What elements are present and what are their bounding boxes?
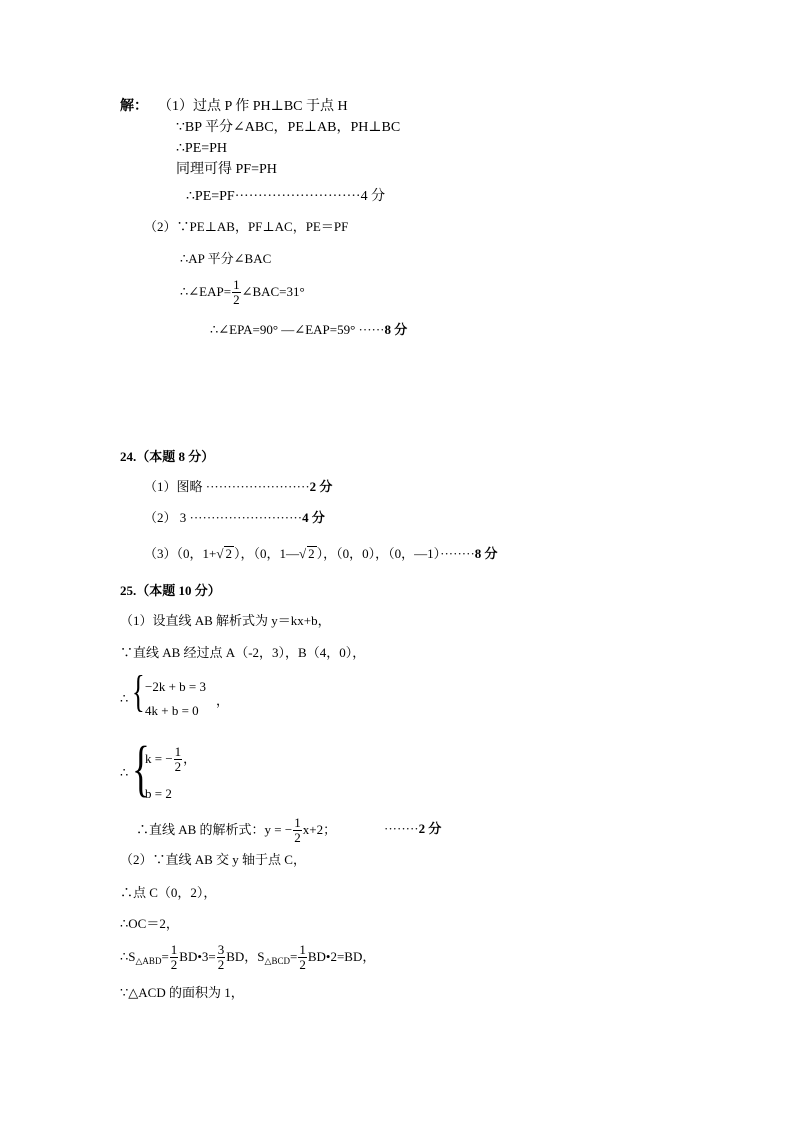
q25-line5: ∴点 C（0，2）， bbox=[120, 885, 217, 900]
q24-line2-text: （2） 3 ·························· bbox=[144, 510, 303, 525]
q25-line1: （1）设直线 AB 解析式为 y＝kx+b， bbox=[120, 613, 331, 628]
part1-line3: ∴PE=PH bbox=[176, 141, 228, 156]
system2-eq2: b = 2 bbox=[145, 786, 172, 801]
score-value: 2 分 bbox=[418, 821, 442, 836]
sqrt-symbol: √ bbox=[299, 546, 307, 561]
system1-eq1: −2k + b = 3 bbox=[145, 679, 206, 694]
fraction-1: $\frac{1}{2}$ bbox=[170, 942, 178, 973]
part2-score: 8 分 bbox=[384, 322, 408, 337]
part1-line5: ∴PE=PF···························4 分 bbox=[186, 189, 386, 204]
area-s: ∴S bbox=[120, 948, 136, 964]
fraction-3: $\frac{1}{2}$ bbox=[299, 942, 306, 973]
fraction-2: $\frac{3}{2}$ bbox=[217, 942, 225, 973]
solution-label: 解： bbox=[120, 99, 148, 114]
therefore-symbol: ∴ bbox=[120, 691, 129, 706]
q24-line1 bbox=[144, 480, 332, 493]
q25-line2: ∵直线 AB 经过点 A（-2，3），B（4，0）， bbox=[120, 645, 366, 660]
q25-line8: ∵△ACD 的面积为 1， bbox=[120, 985, 244, 1000]
part2-line1: （2）∵PE⊥AB，PF⊥AC，PE＝PF bbox=[144, 219, 349, 234]
radicand-2: 2 bbox=[308, 546, 315, 561]
equals: = bbox=[161, 948, 169, 964]
half-fraction: $\frac{1}{2}$ bbox=[233, 277, 240, 308]
part2-line3-text-b: ∠BAC=31° bbox=[241, 283, 305, 299]
system1-eq2: 4k + b = 0 bbox=[145, 703, 199, 718]
q25-line6: ∴OC＝2， bbox=[120, 916, 179, 931]
left-brace: { bbox=[132, 667, 145, 716]
part2-line3-text-a: ∴∠EAP= bbox=[180, 283, 232, 299]
q24-line3-text-b: ），（0，1— bbox=[233, 546, 299, 561]
part2-line3 bbox=[180, 278, 305, 308]
q24-line2 bbox=[144, 511, 325, 524]
area-sub-bcd: △BCD bbox=[264, 955, 290, 966]
q25-line4: （2）∵直线 AB 交 y 轴于点 C， bbox=[120, 852, 306, 867]
system2-comma: ， bbox=[183, 750, 197, 766]
q24-line3-score: 8 分 bbox=[474, 546, 498, 561]
score-dots: ········ bbox=[384, 821, 419, 836]
part1-line1: （1）过点 P 作 PH⊥BC 于点 H bbox=[158, 99, 348, 114]
equals: = bbox=[289, 948, 298, 964]
system2-eq1 bbox=[145, 745, 196, 775]
text-c: BD•3= bbox=[179, 948, 216, 964]
q25-title: 25.（本题 10 分） bbox=[120, 583, 221, 598]
part2-line4 bbox=[210, 323, 407, 336]
q24-line2-score: 4 分 bbox=[302, 510, 325, 525]
slope-fraction: $\frac{1}{2}$ bbox=[294, 815, 301, 846]
left-brace: { bbox=[132, 735, 150, 803]
q24-title: 24.（本题 8 分） bbox=[120, 449, 215, 464]
q24-line3 bbox=[144, 546, 498, 560]
part2-line4-text: ∴∠EPA=90° —∠EAP=59° ······ bbox=[210, 322, 385, 337]
q25-line3-text-b: x+2； bbox=[302, 821, 337, 837]
sqrt-symbol: √ bbox=[216, 546, 224, 561]
q25-line7 bbox=[120, 943, 375, 973]
q24-line3-text-c: ），（0，0），（0，—1）········ bbox=[316, 546, 475, 561]
text-f: BD•2=BD， bbox=[307, 948, 376, 964]
q25-line3-score bbox=[384, 822, 441, 835]
q24-line3-text-a: （3）（0，1+ bbox=[144, 546, 217, 561]
q24-line1-text: （1）图略 ························ bbox=[144, 479, 310, 494]
part1-line4: 同理可得 PF=PH bbox=[176, 162, 277, 177]
part2-line2: ∴AP 平分∠BAC bbox=[180, 251, 272, 266]
q25-line3-text-a: ∴直线 AB 的解析式：y = − bbox=[136, 821, 293, 837]
radicand-1: 2 bbox=[225, 546, 232, 561]
area-sub-abd: △ABD bbox=[135, 955, 162, 966]
therefore-symbol: ∴ bbox=[120, 765, 129, 780]
part1-line2: ∵BP 平分∠ABC，PE⊥AB，PH⊥BC bbox=[176, 120, 401, 135]
system1-comma: ， bbox=[216, 693, 230, 708]
q24-line1-score: 2 分 bbox=[309, 479, 333, 494]
text-d: BD，S bbox=[226, 948, 265, 964]
system2-eq1-text: k = − bbox=[145, 750, 173, 766]
neg-half-fraction: $\frac{1}{2}$ bbox=[174, 744, 182, 775]
q25-line3 bbox=[136, 816, 336, 846]
